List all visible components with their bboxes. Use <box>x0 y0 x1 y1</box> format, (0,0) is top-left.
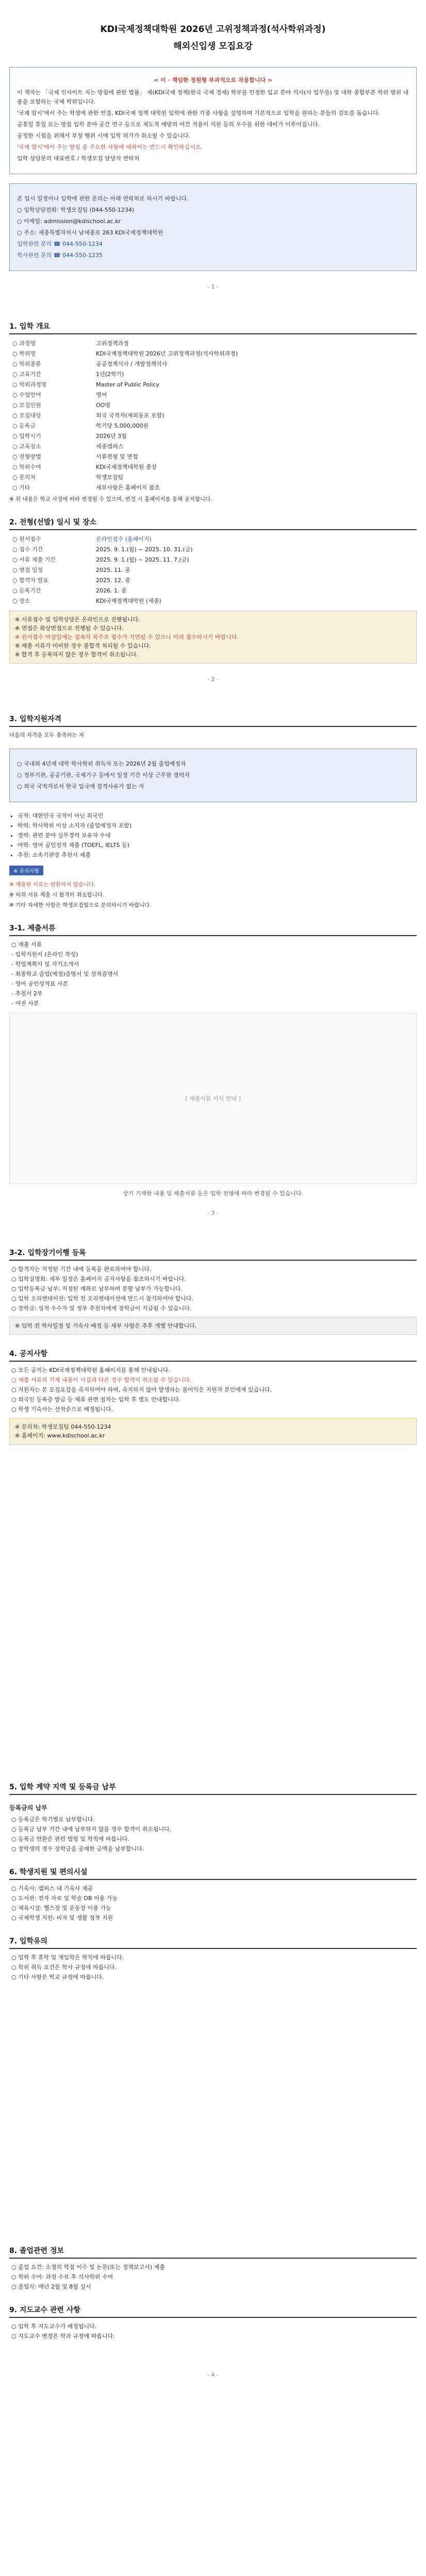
notice-line: 공휴일 휴일 또는 방침 입학 분야 공간 연구 등으로 제도적 예방의 여건 적용이 지원 등의 우수를 위한 대비가 이루어집니다. <box>17 121 320 128</box>
section-title: 8. 졸업관련 정보 <box>9 2245 417 2259</box>
row-value: 2026. 1. 중 <box>96 587 127 594</box>
contact-phone: 학사관련 문의 ☎ 044-550-1235 <box>17 252 103 259</box>
list-item: • 경력: 관련 분야 실무경력 보유자 우대 <box>18 831 417 840</box>
contact-line: ○ 주소: 세종특별자치시 남세종로 263 KDI국제정책대학원 <box>17 229 163 236</box>
row-value: 2025. 9. 1.(월) ~ 2025. 10. 31.(금) <box>96 546 193 553</box>
list-item: ○ 국제학생 지원: 비자 및 생활 정착 지원 <box>11 1914 113 1921</box>
section3-2-list <box>9 1265 417 1313</box>
section2-table <box>9 534 417 606</box>
page-number: - 2 - <box>207 676 219 683</box>
list-item: ○ 입학 후 휴학 및 재입학은 학칙에 따릅니다. <box>11 1954 124 1961</box>
box-line: ○ 정부기관, 공공기관, 국제기구 등에서 일정 기간 이상 근무한 경력자 <box>17 772 190 778</box>
contact-line: 본 입시 일정이나 입학에 관한 문의는 아래 연락처로 하시기 바랍니다. <box>17 195 189 202</box>
row-key: ○ 수업언어 <box>12 392 41 398</box>
list-item: ○ 장학생의 경우 장학금을 공제한 금액을 납부합니다. <box>11 1845 144 1852</box>
list-item: ○ 모든 공지는 KDI국제정책대학원 홈페이지를 통해 안내됩니다. <box>11 1367 171 1374</box>
list-item: ○ 장학금: 성적 우수자 및 정부 추천자에게 장학금이 지급될 수 있습니다. <box>11 1305 192 1312</box>
list-item: ○ 합격자는 지정된 기간 내에 등록을 완료하여야 합니다. <box>11 1266 152 1273</box>
table-row <box>9 483 417 493</box>
list-item: ○ 졸업식: 매년 2월 및 8월 실시 <box>11 2283 91 2290</box>
row-value: Master of Public Policy <box>96 381 159 388</box>
blank-space <box>9 1449 417 1768</box>
section4-notice <box>9 1418 417 1445</box>
table-row <box>9 596 417 606</box>
list-item: ○ 외국인 등록증 발급 등 체류 관련 절차는 입학 후 별도 안내합니다. <box>11 1396 181 1403</box>
section-title: 3. 입학지원자격 <box>9 714 417 727</box>
doc-subtitle: 해외신입생 모집요강 <box>173 41 253 52</box>
table-row <box>9 545 417 555</box>
section-title: 7. 입학유의 <box>9 1936 417 1949</box>
notice-line: ※ 문의처: 학생모집팀 044-550-1234 <box>15 1423 111 1430</box>
table-row <box>9 555 417 565</box>
list-item: ○ 입학설명회: 세부 일정은 홈페이지 공지사항을 참조하시기 바랍니다. <box>11 1276 186 1282</box>
section-title: 3-2. 입학장기이행 등록 <box>9 1247 417 1261</box>
section3-list <box>9 811 417 859</box>
list-item: - 학업계획서 및 자기소개서 <box>11 961 79 968</box>
row-key: ○ 서류 제출 기간 <box>12 556 56 563</box>
list-item: - 입학지원서 (온라인 작성) <box>11 951 78 958</box>
row-value: 학생모집팀 <box>96 474 124 481</box>
list-item: ○ 입학등록금 납부: 지정된 계좌로 납부하며 분할 납부가 가능합니다. <box>11 1285 183 1292</box>
caution-chip: ※ 유의사항 <box>9 866 43 875</box>
section-intro: 다음의 자격을 모두 충족하는 자 <box>9 732 85 738</box>
row-value: 서류전형 및 면접 <box>96 453 138 460</box>
sub-title: 등록금의 납부 <box>9 1804 47 1811</box>
list-item: - 여권 사본 <box>11 1000 39 1007</box>
section-note: ※ 위 내용은 학교 사정에 따라 변경될 수 있으며, 변경 시 홈페이지를 통해 공지합니다. <box>9 496 212 502</box>
notice-box <box>9 67 417 174</box>
list-item: • 학력: 학사학위 이상 소지자 (졸업예정자 포함) <box>18 821 417 830</box>
row-key: ○ 접수 기간 <box>12 546 43 553</box>
table-row <box>9 472 417 483</box>
table-row <box>9 369 417 380</box>
table-row <box>9 390 417 400</box>
table-row <box>9 359 417 369</box>
row-key: ○ 등록금 <box>12 422 36 429</box>
list-item: ○ 지원자는 본 모집요강을 숙지하여야 하며, 숙지하지 않아 발생하는 불이익은 지원자 본인에게 있습니다. <box>11 1386 272 1393</box>
row-value: 1년(2학기) <box>96 371 124 378</box>
list-item: ○ 등록금은 학기별로 납부합니다. <box>11 1816 95 1823</box>
section6-list <box>9 1884 417 1922</box>
section2-notice <box>9 611 417 664</box>
row-key: ○ 교육장소 <box>12 443 41 450</box>
row-key: ○ 학위수여 <box>12 464 41 470</box>
notice-line: ※ 홈페이지: www.kdischool.ac.kr <box>15 1432 105 1439</box>
table-row <box>9 452 417 462</box>
contact-phone: 입학관련 문의 ☎ 044-550-1234 <box>17 241 103 247</box>
row-value: 고위정책과정 <box>96 340 129 347</box>
section4-list <box>9 1366 417 1414</box>
image-note: 상기 기재한 내용 및 제출서류 등은 입학 전형에 따라 변경될 수 있습니다. <box>122 1190 304 1197</box>
row-value: 2025. 12. 중 <box>96 577 130 584</box>
doc-title: KDI국제정책대학원 2026년 고위정책과정(석사학위과정) <box>100 24 326 35</box>
row-value: 2025. 9. 1.(월) ~ 2025. 11. 7.(금) <box>96 556 189 563</box>
section8-list <box>9 2263 417 2291</box>
note-line: ※ 입학 전 학사일정 및 기숙사 배정 등 세부 사항은 추후 개별 안내합니다. <box>15 1323 197 1329</box>
notice-head: < 이 · 책임한 정원형 부과적으로 작용합니다 > <box>153 77 273 83</box>
list-item: • 국적: 대한민국 국적이 아닌 외국인 <box>18 811 417 820</box>
notice-line: 이 책자는 「국제 인사이트 지는 방침에 관한 법률」 제(KDI국제 정책(한국 국제 경제) 학부를 인정한 입교 분야 석사(사 업무를) 및 대학 종합부분 학위 범위 내용을 포함하는 국제 학위입니다. <box>17 89 409 105</box>
box-line: ○ 외국 국적자로서 한국 입국에 결격사유가 없는 자 <box>17 783 144 790</box>
row-value: 2026년 3월 <box>96 433 127 439</box>
note-line: ※ 기타 자세한 사항은 학생모집팀으로 문의하시기 바랍니다. <box>9 902 152 908</box>
list-item: ○ 등록금 반환은 관련 법령 및 학칙에 따릅니다. <box>11 1836 129 1842</box>
section1-table <box>9 338 417 493</box>
section-title: 1. 입학 개요 <box>9 321 417 334</box>
section3-2-note <box>9 1317 417 1335</box>
row-value: KDI국제정책대학원 (세종) <box>96 598 161 604</box>
list-item: ○ 기숙사: 캠퍼스 내 기숙사 제공 <box>11 1885 93 1892</box>
list-item: ○ 학생 기숙사는 선착순으로 배정됩니다. <box>11 1406 113 1413</box>
table-row <box>9 338 417 349</box>
row-key: ○ 학위종류 <box>12 361 41 367</box>
row-key: ○ 면접 일정 <box>12 567 43 573</box>
row-value: KDI국제정책대학원 2026년 고위정책과정(석사학위과정) <box>96 350 238 357</box>
box-line: ○ 국내외 4년제 대학 학사학위 취득자 또는 2026년 2월 졸업예정자 <box>17 760 186 767</box>
row-key: ○ 문의처 <box>12 474 36 481</box>
list-item: ○ 체육시설: 헬스장 및 운동장 이용 가능 <box>11 1905 111 1911</box>
list-item: - 영어 공인성적표 사본 <box>11 980 69 987</box>
page-number: - 4 - <box>207 2371 219 2378</box>
list-item: ○ 졸업 요건: 소정의 학점 이수 및 논문(또는 정책보고서) 제출 <box>11 2264 165 2270</box>
notice-line: ※ 면접은 화상면접으로 진행될 수 있습니다. <box>15 625 124 632</box>
row-key: ○ 장소 <box>12 598 30 604</box>
notice-line: '국제 알시'에서 주는 방침 중 주요한 사항에 대하여는 반드시 확인하십시오. <box>17 144 203 150</box>
note-line: ※ 허위 서류 제출 시 합격이 취소됩니다. <box>9 892 105 898</box>
notice-line: ※ 합격 후 등록하지 않은 경우 합격이 취소됩니다. <box>15 651 139 658</box>
row-key: ○ 원서접수 <box>12 536 41 543</box>
section-title: 4. 공지사항 <box>9 1348 417 1362</box>
table-row <box>9 411 417 421</box>
list-item: ○ 입학 후 지도교수가 배정됩니다. <box>11 2323 97 2330</box>
section-title: 6. 학생지원 및 편의시설 <box>9 1867 417 1880</box>
list-item: • 어학: 영어 공인성적 제출 (TOEFL, IELTS 등) <box>18 841 417 850</box>
table-row <box>9 586 417 596</box>
list-item: ○ 도서관: 전자 자료 및 학술 DB 이용 가능 <box>11 1895 118 1902</box>
section3-box <box>9 749 417 802</box>
page-number: - 3 - <box>207 1210 219 1216</box>
row-key: ○ 학위과정명 <box>12 381 47 388</box>
row-key: ○ 학위명 <box>12 350 36 357</box>
list-item: ○ 등록금 납부 기간 내에 납부하지 않을 경우 합격이 취소됩니다. <box>11 1826 172 1833</box>
list-item: ○ 학위 수여: 과정 수료 후 석사학위 수여 <box>11 2274 113 2280</box>
row-value: 세부사항은 홈페이지 참조 <box>96 484 160 491</box>
row-value: 세종캠퍼스 <box>96 443 124 450</box>
table-row <box>9 400 417 411</box>
row-value: 공공정책석사 / 개발정책석사 <box>96 361 168 367</box>
row-key: ○ 모집대상 <box>12 412 41 419</box>
list-item: ○ 제출 서류의 기재 내용이 사실과 다른 경우 합격이 취소될 수 있습니다. <box>11 1377 192 1383</box>
list-item: ○ 기타 사항은 학교 규정에 따릅니다. <box>11 1974 104 1980</box>
row-key: ○ 교육기간 <box>12 371 41 378</box>
list-item: ○ 학위 취득 요건은 학사 규정에 따릅니다. <box>11 1964 117 1971</box>
note-line: ※ 제출된 서류는 반환하지 않습니다. <box>9 882 96 888</box>
row-key: ○ 과정명 <box>12 340 36 347</box>
section-title: 3-1. 제출서류 <box>9 923 417 936</box>
list-item: ○ 제출 서류 <box>11 941 42 948</box>
section-title: 5. 입학 계약 지역 및 등록금 납부 <box>9 1782 417 1795</box>
notice-line: 입학 상담문의 대표번호 / 학생모집 담당자 연락처 <box>17 155 140 162</box>
table-row <box>9 349 417 359</box>
table-row <box>9 421 417 431</box>
section-title: 2. 전형(선발) 일시 및 장소 <box>9 517 417 530</box>
row-value: 영어 <box>96 392 107 398</box>
list-item: ○ 입학 오리엔테이션: 입학 전 오리엔테이션에 반드시 참석하여야 합니다. <box>11 1295 193 1302</box>
row-key: ○ 기타 <box>12 484 30 491</box>
row-value: 온라인접수 (홈페이지) <box>96 536 152 543</box>
table-row <box>9 431 417 442</box>
contact-line: ○ 입학상담전화: 학생모집팀 (044-550-1234) <box>17 207 135 213</box>
row-key: ○ 입학시기 <box>12 433 41 439</box>
notice-line: ※ 제출 서류가 미비한 경우 불합격 처리될 수 있습니다. <box>15 642 151 649</box>
section9-list <box>9 2322 417 2341</box>
section5-list <box>9 1815 417 1853</box>
page-number: - 1 - <box>207 283 219 290</box>
blank-space <box>9 1985 417 2232</box>
section3-1-list <box>9 940 417 1008</box>
row-value: 2025. 11. 중 <box>96 567 130 573</box>
notice-line: 공정한 시험을 위해서 부정 행위 시에 입학 허가가 취소될 수 있습니다. <box>17 132 190 139</box>
table-row <box>9 442 417 452</box>
row-value: 학기당 5,000,000원 <box>96 422 149 429</box>
table-row <box>9 534 417 545</box>
list-item: - 추천서 2부 <box>11 990 43 997</box>
table-row <box>9 575 417 586</box>
row-key: ○ 등록기간 <box>12 587 41 594</box>
contact-line: ○ 이메일: admission@kdischool.ac.kr <box>17 218 121 225</box>
list-item: ○ 지도교수 변경은 학과 규정에 따릅니다. <box>11 2333 115 2340</box>
list-item: - 최종학교 졸업(예정)증명서 및 성적증명서 <box>11 971 119 977</box>
table-row <box>9 565 417 575</box>
row-value: 외국 국적자(재외동포 포함) <box>96 412 165 419</box>
notice-line: '국제 알시'에서 주는 학생에 관한 연결, KDI국제 정책 대학원 입학에 관한 각종 사항을 설명하며 기본적으로 입학을 원하는 분들의 검토를 돕습니다. <box>17 110 381 116</box>
contact-box <box>9 183 417 271</box>
row-value: KDI국제정책대학원 총장 <box>96 464 157 470</box>
list-item: • 추천: 소속기관장 추천서 제출 <box>18 851 417 859</box>
row-key: ○ 전형방법 <box>12 453 41 460</box>
table-row <box>9 380 417 390</box>
row-key: ○ 합격자 발표 <box>12 577 48 584</box>
section7-list <box>9 1953 417 1981</box>
notice-line: ※ 원서접수 마감일에는 접속자 폭주로 접수가 지연될 수 있으니 미리 접수하시기 바랍니다. <box>15 634 239 640</box>
section-title: 9. 지도교수 관련 사항 <box>9 2304 417 2318</box>
form-image <box>9 1013 417 1184</box>
row-value: OO명 <box>96 402 110 409</box>
notice-line: ※ 서류접수 및 입학상담은 온라인으로 진행됩니다. <box>15 616 140 623</box>
image-caption: [ 제출서류 서식 안내 ] <box>185 1095 241 1102</box>
table-row <box>9 462 417 472</box>
row-key: ○ 모집인원 <box>12 402 41 409</box>
